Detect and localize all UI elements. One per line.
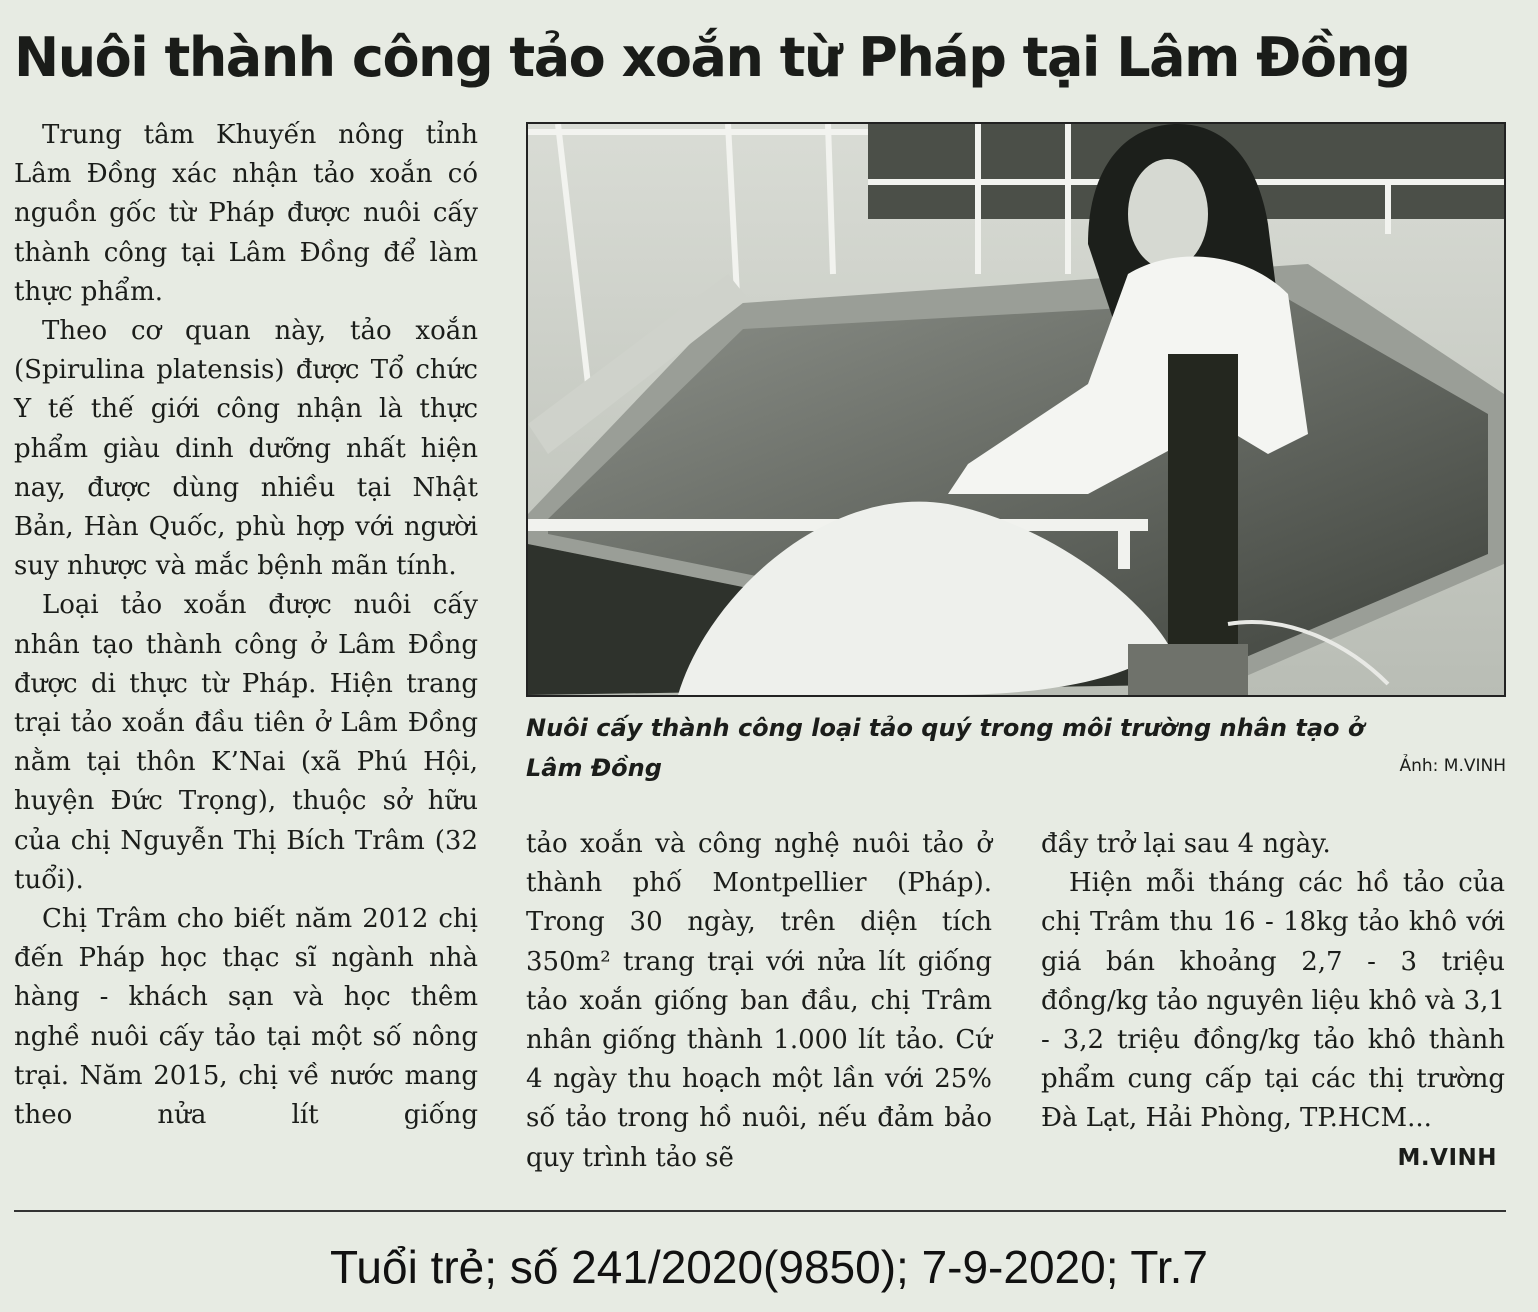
- article-headline: Nuôi thành công tảo xoắn từ Pháp tại Lâm Đồng: [14, 26, 1410, 89]
- article-column-1: [14, 116, 478, 1135]
- paragraph-2: Theo cơ quan này, tảo xoắn (Spirulina platensis) được Tổ chức Y tế thế giới công nhận là thực phẩm giàu dinh dưỡng nhất hiện nay, được dùng nhiều tại Nhật Bản, Hàn Quốc, phù hợp với người suy nhược và mắc bệnh mãn tính.: [14, 316, 478, 582]
- paragraph-4: Chị Trâm cho biết năm 2012 chị đến Pháp học thạc sĩ ngành nhà hàng - khách sạn và học thêm nghề nuôi cấy tảo tại một số nông trại. Năm 2015, chị về nước mang theo nửa lít giống: [14, 904, 478, 1131]
- divider-rule: [14, 1210, 1506, 1212]
- article-column-2: [526, 825, 992, 1178]
- article-column-3: [1041, 825, 1505, 1178]
- photo-illustration: [528, 124, 1504, 695]
- photo-caption: Nuôi cấy thành công loại tảo quý trong môi trường nhân tạo ở Lâm Đồng: [526, 714, 1365, 782]
- author-byline: M.VINH: [1397, 1144, 1497, 1171]
- paragraph-5: tảo xoắn và công nghệ nuôi tảo ở thành phố Montpellier (Pháp). Trong 30 ngày, trên diện tích 350m² trang trại với nửa lít giống tảo xoắn giống ban đầu, chị Trâm nhân giống thành 1.000 lít tảo. Cứ 4 ngày thu hoạch một lần với 25% số tảo trong hồ nuôi, nếu đảm bảo quy trình tảo sẽ: [526, 829, 992, 1173]
- paragraph-6: đầy trở lại sau 4 ngày.: [1041, 829, 1331, 859]
- photo-credit: Ảnh: M.VINH: [1399, 756, 1506, 776]
- paragraph-1: Trung tâm Khuyến nông tỉnh Lâm Đồng xác nhận tảo xoắn có nguồn gốc từ Pháp được nuôi cấy thành công tại Lâm Đồng để làm thực phẩm.: [14, 120, 478, 307]
- paragraph-7-text: Hiện mỗi tháng các hồ tảo của chị Trâm thu 16 - 18kg tảo khô với giá bán khoảng 2,7 - 3 triệu đồng/kg tảo nguyên liệu khô và 3,1 - 3,2 triệu đồng/kg tảo khô thành phẩm cung cấp tại các thị trường Đà Lạt, Hải Phòng, TP.HCM...: [1041, 868, 1505, 1134]
- paragraph-7: [1041, 864, 1505, 1171]
- article-photo: [526, 122, 1506, 697]
- paragraph-3: Loại tảo xoắn được nuôi cấy nhân tạo thành công ở Lâm Đồng được di thực từ Pháp. Hiện trang trại tảo xoắn đầu tiên ở Lâm Đồng nằm tại thôn K’Nai (xã Phú Hội, huyện Đức Trọng), thuộc sở hữu của chị Nguyễn Thị Bích Trâm (32 tuổi).: [14, 590, 478, 895]
- source-citation: Tuổi trẻ; số 241/2020(9850); 7-9-2020; Tr.7: [330, 1241, 1208, 1293]
